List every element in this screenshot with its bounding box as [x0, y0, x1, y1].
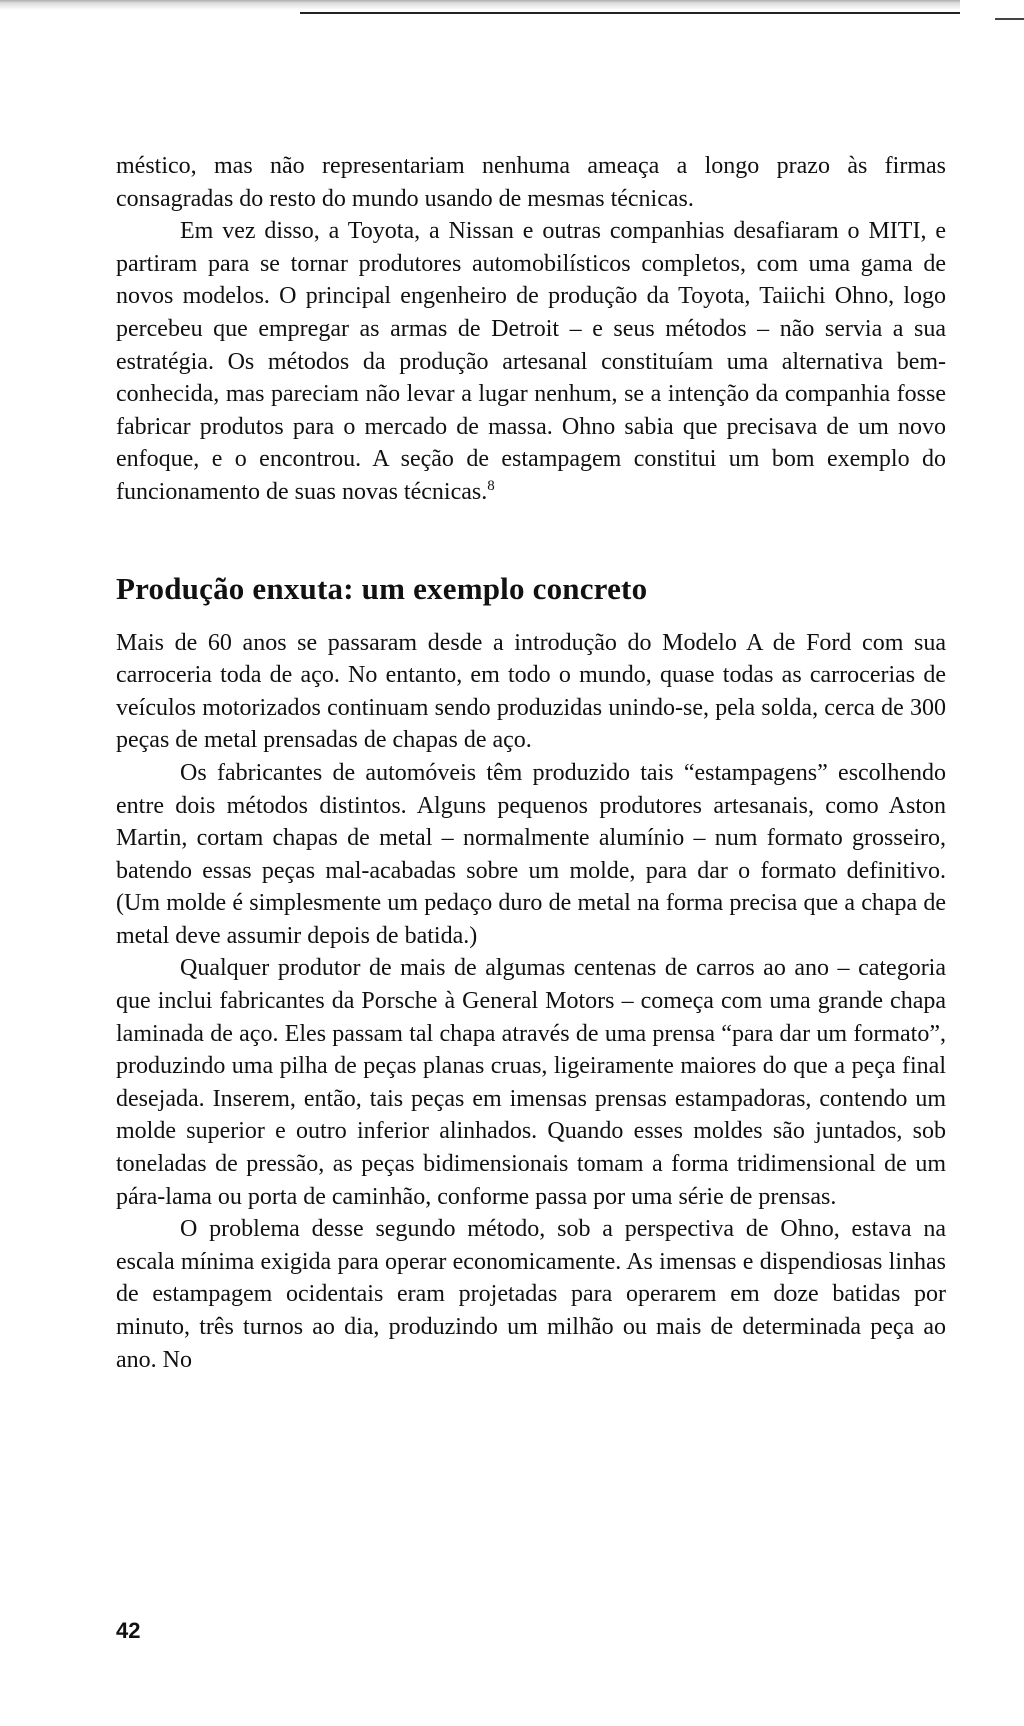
paragraph: O problema desse segundo método, sob a perspectiva de Ohno, estava na escala mínima exigida para operar economicamente. As imensas e dispendiosas linhas de estampagem ocidentais eram projetadas para operarem em doze batidas por minuto, três turnos ao dia, produzindo um milhão ou mais de determinada peça ao ano. No	[116, 1216, 946, 1373]
scan-edge-line	[300, 12, 960, 14]
paragraph	[116, 215, 946, 508]
page-number: 42	[116, 1618, 141, 1643]
scan-edge-mark	[995, 18, 1024, 20]
section-heading: Produção enxuta: um exemplo concreto	[116, 570, 648, 606]
paragraph-text: Em vez disso, a Toyota, a Nissan e outras companhias desafiaram o MITI, e partiram para se tornar produtores automobilísticos completos, com uma gama de novos modelos. O principal engenheiro de produção da Toyota, Taiichi Ohno, logo percebeu que empregar as armas de Detroit – e seus métodos – não servia a sua estratégia. Os métodos da produção artesanal constituíam uma alternativa bem-conhecida, mas pareciam não levar a lugar nenhum, se a intenção da companhia fosse fabricar produtos para o mercado de massa. Ohno sabia que precisava de um novo enfoque, e o encontrou. A seção de estampagem constitui um bom exemplo do funcionamento de suas novas técnicas.	[116, 218, 946, 505]
scan-edge-shadow	[0, 0, 960, 10]
paragraph: Mais de 60 anos se passaram desde a introdução do Modelo A de Ford com sua carroceria toda de aço. No entanto, em todo o mundo, quase todas as carrocerias de veículos motorizados continuam sendo produzidas unindo-se, pela solda, cerca de 300 peças de metal prensadas de chapas de aço.	[116, 629, 946, 754]
page-body	[116, 150, 946, 1376]
paragraph: Qualquer produtor de mais de algumas centenas de carros ao ano – categoria que inclui fabricantes da Porsche à General Motors – começa com uma grande chapa laminada de aço. Eles passam tal chapa através de uma prensa “para dar um formato”, produzindo uma pilha de peças planas cruas, ligeiramente maiores do que a peça final desejada. Inserem, então, tais peças em imensas prensas estampadoras, contendo um molde superior e outro inferior alinhados. Quando esses moldes são juntados, sob toneladas de pressão, as peças bidimensionais tomam a forma tridimensional de um pára-lama ou porta de caminhão, conforme passa por uma série de prensas.	[116, 955, 946, 1210]
paragraph: méstico, mas não representariam nenhuma ameaça a longo prazo às firmas consagradas do resto do mundo usando de mesmas técnicas.	[116, 153, 946, 212]
footnote-reference: 8	[487, 477, 495, 494]
paragraph: Os fabricantes de automóveis têm produzido tais “estampagens” escolhendo entre dois métodos distintos. Alguns pequenos produtores artesanais, como Aston Martin, cortam chapas de metal – normalmente alumínio – num formato grosseiro, batendo essas peças mal-acabadas sobre um molde, para dar o formato definitivo. (Um molde é simplesmente um pedaço duro de metal na forma precisa que a chapa de metal deve assumir depois de batida.)	[116, 759, 946, 949]
